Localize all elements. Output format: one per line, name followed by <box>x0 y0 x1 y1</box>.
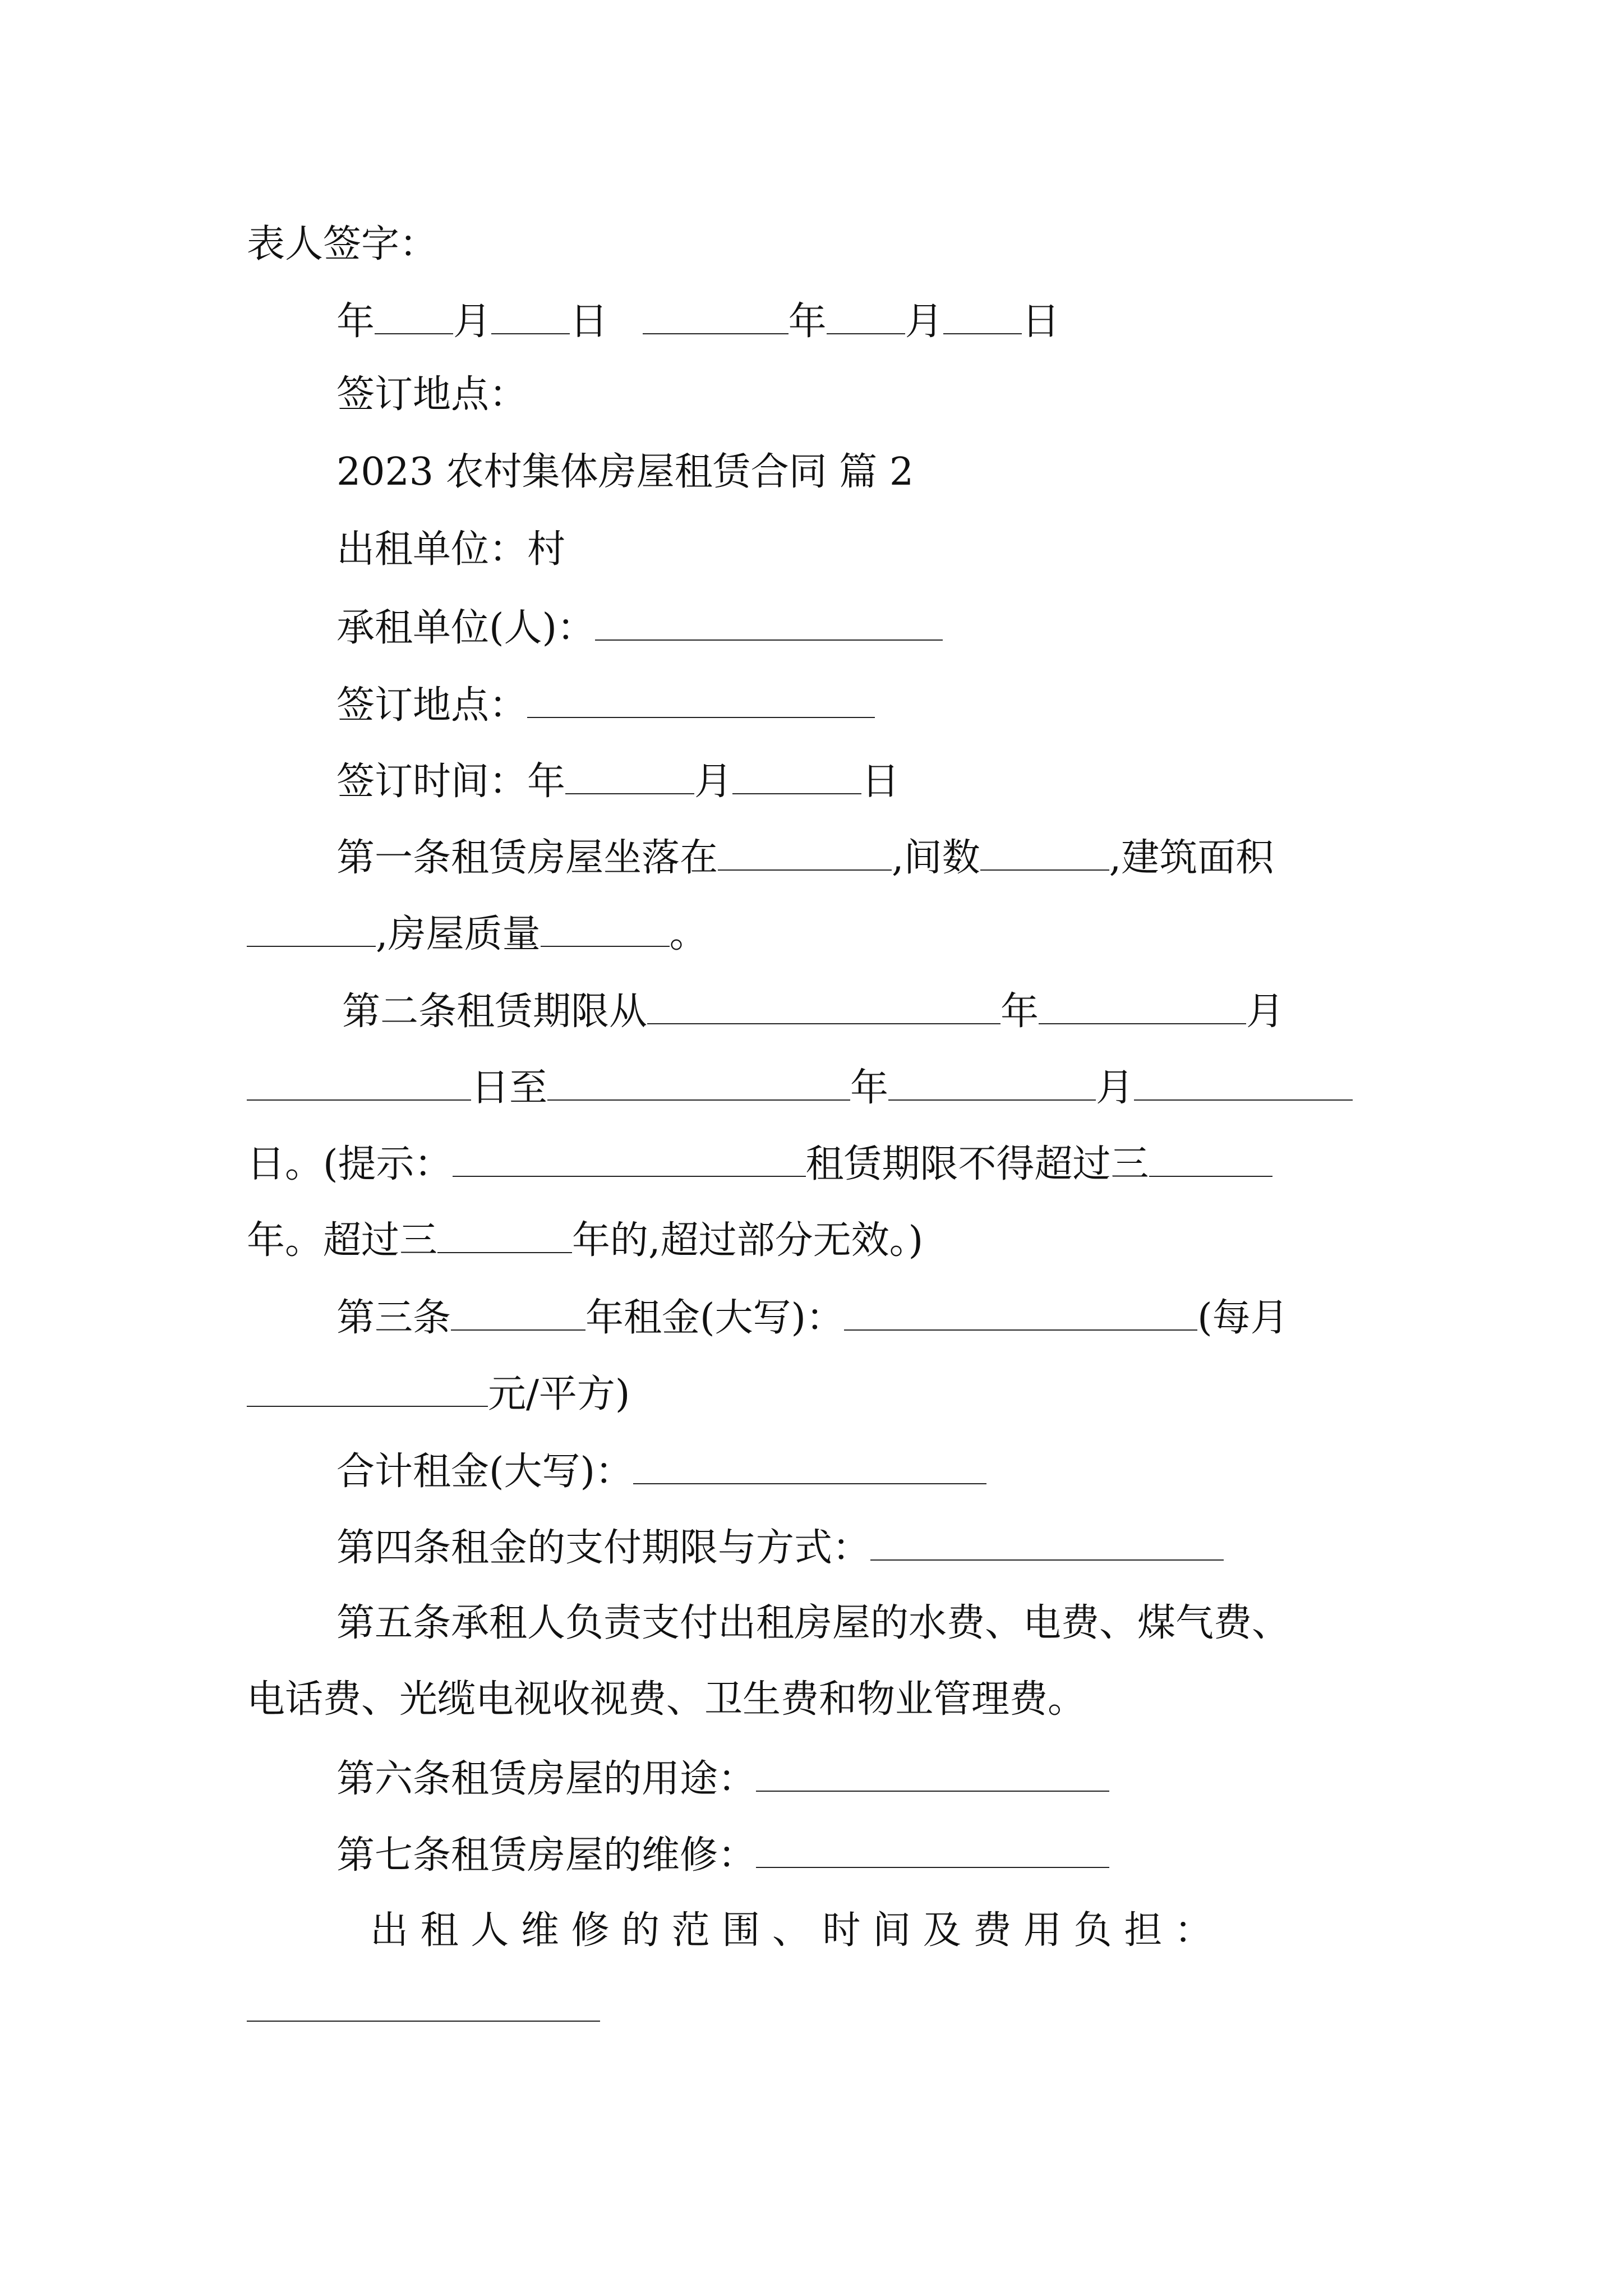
article-2-line-1: 第二条租赁期限从 年 月 <box>342 990 1285 1034</box>
blank-field <box>732 761 861 794</box>
blank-field <box>643 301 789 334</box>
blank-field <box>870 1527 1224 1561</box>
blank-field <box>451 1297 585 1331</box>
contract-heading: 2023 农村集体房屋租赁合同 篇 2 <box>336 450 914 494</box>
lessor-line: 出租单位：村 <box>336 527 566 572</box>
blank-field <box>980 837 1109 871</box>
signing-place-line: 签订地点： <box>336 684 875 725</box>
article-2-line-2: 日至 年 月 <box>247 1067 1353 1107</box>
blank-field <box>595 607 943 641</box>
blank-field <box>247 913 376 947</box>
blank-field <box>633 1451 986 1484</box>
blank-field <box>453 1143 806 1177</box>
blank-field <box>247 1373 488 1407</box>
article-2-line-3: 日。(提示： 租赁期限不得超过三 <box>247 1143 1272 1184</box>
blank-field <box>888 1067 1096 1101</box>
signature-label: 表人签字： <box>247 222 438 266</box>
blank-field <box>527 684 875 718</box>
blank-field <box>547 1067 850 1101</box>
blank-field <box>247 1988 600 2022</box>
blank-field <box>541 913 670 947</box>
repair-scope-line: 出 租 人 维 修 的 范 围 、 时 间 及 费 用 负 担 ： <box>370 1908 1212 1953</box>
blank-field <box>1149 1143 1272 1177</box>
blank-field <box>375 301 453 334</box>
article-5-line-2: 电话费、光缆电视收视费、卫生费和物业管理费。 <box>247 1677 1086 1722</box>
article-3-line-2: 元/平方) <box>247 1373 630 1414</box>
blank-field <box>565 761 694 794</box>
blank-field <box>827 301 905 334</box>
article-2-line-4: 年。超过三 年的,超过部分无效。) <box>247 1218 924 1263</box>
signing-place-label: 签订地点： <box>336 372 528 417</box>
blank-field <box>1039 991 1246 1024</box>
blank-field <box>844 1297 1197 1331</box>
article-1-line-2: ,房屋质量 。 <box>247 913 708 954</box>
date-line: 年 月 日 年 月 日 <box>336 300 1060 344</box>
total-rent-line: 合计租金(大写)： <box>336 1451 986 1491</box>
blank-field <box>756 1834 1109 1868</box>
blank-field <box>437 1220 572 1253</box>
blank-field <box>647 991 1000 1024</box>
blank-field <box>756 1758 1109 1792</box>
article-4-line: 第四条租金的支付期限与方式： <box>336 1527 1224 1567</box>
article-7-line: 第七条租赁房屋的维修： <box>336 1834 1109 1875</box>
blank-field <box>491 301 570 334</box>
blank-field <box>718 837 892 871</box>
blank-field <box>247 1067 471 1101</box>
article-6-line: 第六条租赁房屋的用途： <box>336 1758 1109 1798</box>
article-3-line-1: 第三条 年租金(大写)： (每月 <box>336 1296 1289 1340</box>
article-5-line-1: 第五条承租人负责支付出租房屋的水费、电费、煤气费、 <box>336 1601 1290 1645</box>
lessee-line: 承租单位(人)： <box>336 607 943 647</box>
repair-scope-blank-line <box>247 1988 600 2028</box>
blank-field <box>943 301 1022 334</box>
blank-field <box>1134 1067 1353 1101</box>
article-1-line-1: 第一条租赁房屋坐落在 ,间数 ,建筑面积 <box>336 836 1274 880</box>
signing-time-line: 签订时间：年 月 日 <box>336 760 900 804</box>
